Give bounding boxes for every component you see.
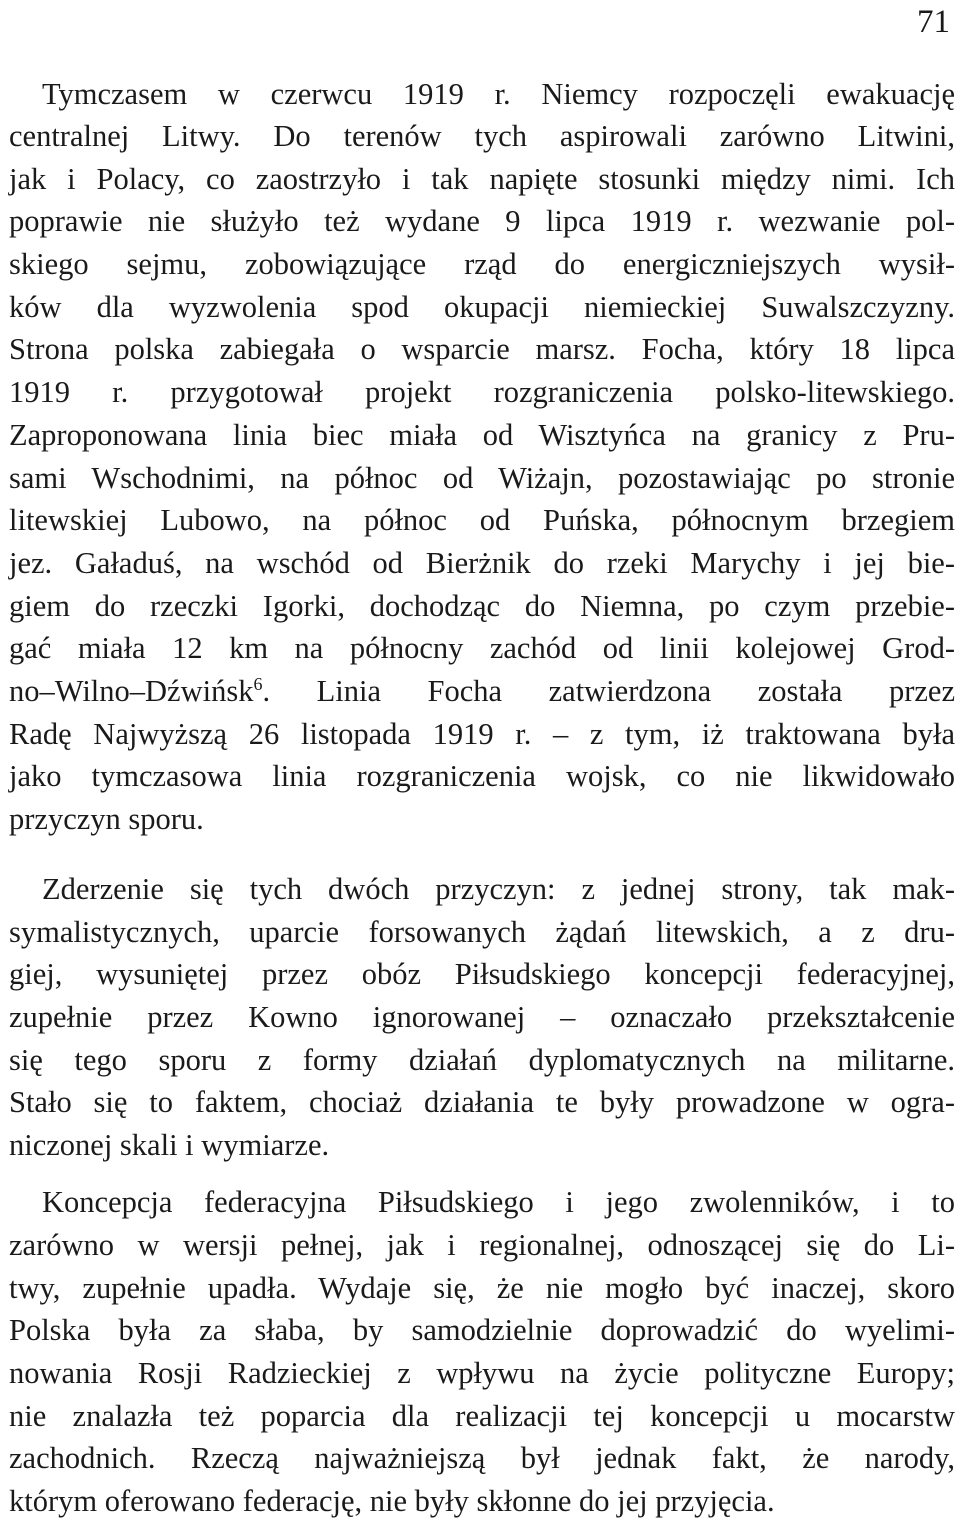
text-line: jako tymczasowa linia rozgraniczenia wojsk, co nie likwidowało <box>9 759 955 793</box>
page-number: 71 <box>917 4 950 40</box>
text-line: ków dla wyzwolenia spod okupacji niemieckiej Suwalszczyzny. <box>9 290 955 324</box>
text-line: którym oferowano federację, nie były skłonne do jej przyjęcia. <box>9 1484 775 1518</box>
text-line: Koncepcja federacyjna Piłsudskiego i jego zwolenników, i to <box>42 1185 955 1219</box>
text-line: symalistycznych, uparcie forsowanych żądań litewskich, a z dru- <box>9 915 955 949</box>
text-line: Radę Najwyższą 26 listopada 1919 r. – z tym, iż traktowana była <box>9 717 955 751</box>
text-line: jak i Polacy, co zaostrzyło i tak napięte stosunki między nimi. Ich <box>9 162 955 196</box>
text-line: niczonej skali i wymiarze. <box>9 1128 330 1162</box>
text-line: zupełnie przez Kowno ignorowanej – oznaczało przekształcenie <box>9 1000 955 1034</box>
text-line: Tymczasem w czerwcu 1919 r. Niemcy rozpoczęli ewakuację <box>42 77 955 111</box>
text-line: sami Wschodnimi, na północ od Wiżajn, pozostawiając po stronie <box>9 461 955 495</box>
text-line: nowania Rosji Radzieckiej z wpływu na życie polityczne Europy; <box>9 1356 955 1390</box>
text-line: Stało się to faktem, chociaż działania te były prowadzone w ogra- <box>9 1085 955 1119</box>
text-line: centralnej Litwy. Do terenów tych aspirowali zarówno Litwini, <box>9 119 955 153</box>
footnote-reference[interactable]: 6 <box>253 674 263 694</box>
text-line: zachodnich. Rzeczą najważniejszą był jednak fakt, że narody, <box>9 1441 955 1475</box>
text-line: Zaproponowana linia biec miała od Wisztyńca na granicy z Pru- <box>9 418 955 452</box>
text-line-with-footnote <box>9 671 955 711</box>
text-line: Zderzenie się tych dwóch przyczyn: z jednej strony, tak mak- <box>42 872 955 906</box>
text-fragment: no–Wilno–Dźwińsk <box>9 674 254 708</box>
text-line: skiego sejmu, zobowiązujące rząd do energiczniejszych wysił- <box>9 247 955 281</box>
text-line: twy, zupełnie upadła. Wydaje się, że nie mogło być inaczej, skoro <box>9 1271 955 1305</box>
text-line: przyczyn sporu. <box>9 802 204 836</box>
text-line: poprawie nie służyło też wydane 9 lipca 1919 r. wezwanie pol- <box>9 204 955 238</box>
text-line: jez. Gaładuś, na wschód od Bierżnik do rzeki Marychy i jej bie- <box>9 546 955 580</box>
text-line: litewskiej Lubowo, na północ od Puńska, północnym brzegiem <box>9 503 955 537</box>
text-line: się tego sporu z formy działań dyplomatycznych na militarne. <box>9 1043 955 1077</box>
text-line: nie znalazła też poparcia dla realizacji tej koncepcji u mocarstw <box>9 1399 955 1433</box>
text-line: Strona polska zabiegała o wsparcie marsz. Focha, który 18 lipca <box>9 332 955 366</box>
text-line: gać miała 12 km na północny zachód od linii kolejowej Grod- <box>9 631 955 665</box>
text-line: giem do rzeczki Igorki, dochodząc do Niemna, po czym przebie- <box>9 589 955 623</box>
text-line: Polska była za słaba, by samodzielnie doprowadzić do wyelimi- <box>9 1313 955 1347</box>
text-line: zarówno w wersji pełnej, jak i regionalnej, odnoszącej się do Li- <box>9 1228 955 1262</box>
text-line: giej, wysuniętej przez obóz Piłsudskiego koncepcji federacyjnej, <box>9 957 955 991</box>
text-fragment: . Linia Focha zatwierdzona została przez <box>262 674 955 708</box>
text-line: 1919 r. przygotował projekt rozgraniczenia polsko-litewskiego. <box>9 375 955 409</box>
